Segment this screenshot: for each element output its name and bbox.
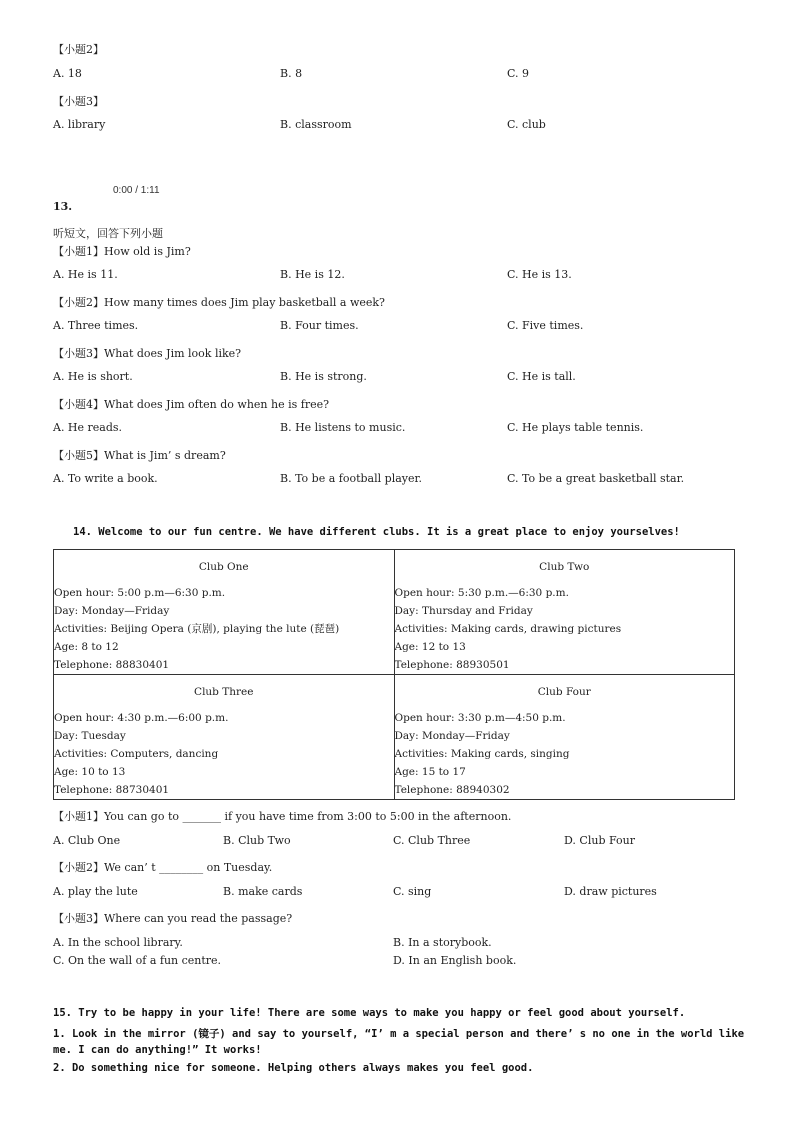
q15-intro: 15. Try to be happy in your life! There are some ways to make you happy or feel good about yourself. [53, 1007, 686, 1019]
q12-sub3-label: 【小题3】 [53, 95, 104, 108]
club-two-age: Age: 12 to 13 [394, 641, 466, 653]
club-one-activities: Activities: Beijing Opera (京剧), playing the lute (琵琶) [54, 623, 340, 635]
q12-sub3-option-a: A. library [53, 118, 106, 131]
q13-sub3-option-a: A. He is short. [53, 370, 133, 383]
q13-sub1-option-a: A. He is 11. [53, 268, 118, 281]
q14-sub3-option-d: D. In an English book. [393, 954, 517, 967]
club-two-activities: Activities: Making cards, drawing pictures [394, 623, 622, 635]
q14-sub1-option-a: A. Club One [53, 834, 121, 847]
club-three-cell [54, 675, 395, 800]
q14-sub1-option-b: B. Club Two [223, 834, 291, 847]
q13-sub1-option-b: B. He is 12. [280, 268, 345, 281]
q14-sub2-option-b: B. make cards [223, 885, 303, 898]
club-one-name: Club One [198, 561, 249, 573]
q14-sub1-option-c: C. Club Three [393, 834, 471, 847]
club-one-day: Day: Monday—Friday [54, 605, 170, 617]
club-four-cell [394, 675, 735, 800]
q13-sub4-option-a: A. He reads. [53, 421, 123, 434]
club-three-open-hour: Open hour: 4:30 p.m.—6:00 p.m. [54, 712, 229, 724]
clubs-table [53, 549, 735, 800]
q14-sub3-option-b: B. In a storybook. [393, 936, 492, 949]
club-two-open-hour: Open hour: 5:30 p.m.—6:30 p.m. [394, 587, 569, 599]
club-one-open-hour: Open hour: 5:00 p.m—6:30 p.m. [54, 587, 226, 599]
q13-instruction: 听短文，回答下列小题 [53, 227, 163, 240]
q13-sub3-option-b: B. He is strong. [280, 370, 367, 383]
q13-sub4-option-b: B. He listens to music. [280, 421, 406, 434]
q12-sub2-option-c: C. 9 [507, 67, 530, 80]
q13-sub5-option-a: A. To write a book. [53, 472, 158, 485]
q15-point1-line1: 1. Look in the mirror (镜子) and say to yourself, “I’ m a special person and there’ s no one in the world like [53, 1028, 745, 1040]
q12-sub3-option-c: C. club [507, 118, 546, 131]
q13-sub2-option-c: C. Five times. [507, 319, 584, 332]
club-two-name: Club Two [539, 561, 590, 573]
club-four-name: Club Four [537, 686, 591, 698]
q14-sub1-label: 【小题1】You can go to _______ if you have time from 3:00 to 5:00 in the afternoon. [53, 810, 512, 823]
club-four-activities: Activities: Making cards, singing [394, 748, 570, 760]
q14-sub3-option-a: A. In the school library. [53, 936, 183, 949]
audio-time[interactable]: 0:00 / 1:11 [113, 185, 160, 196]
q14-sub1-option-d: D. Club Four [564, 834, 635, 847]
q13-sub2-option-b: B. Four times. [280, 319, 359, 332]
q13-sub3-label: 【小题3】What does Jim look like? [53, 347, 242, 360]
club-four-telephone: Telephone: 88940302 [394, 784, 510, 796]
q13-sub1-label: 【小题1】How old is Jim? [53, 245, 191, 258]
q13-sub2-option-a: A. Three times. [53, 319, 139, 332]
q14-sub2-option-a: A. play the lute [53, 885, 138, 898]
q14-sub3-label: 【小题3】Where can you read the passage? [53, 912, 293, 925]
q15-point2: 2. Do something nice for someone. Helping others always makes you feel good. [53, 1062, 534, 1074]
club-three-age: Age: 10 to 13 [54, 766, 126, 778]
club-three-day: Day: Tuesday [54, 730, 126, 742]
club-two-telephone: Telephone: 88930501 [394, 659, 510, 671]
q14-intro: 14. Welcome to our fun centre. We have different clubs. It is a great place to enjoy yourselves! [73, 526, 680, 538]
q13-sub1-option-c: C. He is 13. [507, 268, 572, 281]
club-one-telephone: Telephone: 88830401 [54, 659, 170, 671]
club-two-day: Day: Thursday and Friday [394, 605, 533, 617]
q13-sub5-option-b: B. To be a football player. [280, 472, 423, 485]
club-two-cell [394, 550, 735, 675]
q15-point1-line2: me. I can do anything!” It works! [53, 1044, 262, 1056]
club-four-age: Age: 15 to 17 [394, 766, 466, 778]
club-one-age: Age: 8 to 12 [54, 641, 119, 653]
q14-sub2-label: 【小题2】We can’ t ________ on Tuesday. [53, 861, 273, 874]
q13-sub5-label: 【小题5】What is Jim’ s dream? [53, 449, 226, 462]
q13-sub5-option-c: C. To be a great basketball star. [507, 472, 685, 485]
q13-number: 13. [53, 200, 73, 213]
q14-sub2-option-d: D. draw pictures [564, 885, 657, 898]
q14-sub2-option-c: C. sing [393, 885, 432, 898]
club-three-name: Club Three [194, 686, 254, 698]
q12-sub2-option-b: B. 8 [280, 67, 303, 80]
q14-sub3-option-c: C. On the wall of a fun centre. [53, 954, 222, 967]
q13-sub4-label: 【小题4】What does Jim often do when he is free? [53, 398, 329, 411]
q13-sub2-label: 【小题2】How many times does Jim play basketball a week? [53, 296, 385, 309]
q12-sub2-label: 【小题2】 [53, 43, 104, 56]
q13-sub4-option-c: C. He plays table tennis. [507, 421, 644, 434]
club-four-day: Day: Monday—Friday [394, 730, 510, 742]
club-three-activities: Activities: Computers, dancing [54, 748, 219, 760]
q12-sub3-option-b: B. classroom [280, 118, 352, 131]
club-three-telephone: Telephone: 88730401 [54, 784, 170, 796]
q12-sub2-option-a: A. 18 [53, 67, 82, 80]
q13-sub3-option-c: C. He is tall. [507, 370, 576, 383]
club-one-cell [54, 550, 395, 675]
club-four-open-hour: Open hour: 3:30 p.m—4:50 p.m. [394, 712, 566, 724]
